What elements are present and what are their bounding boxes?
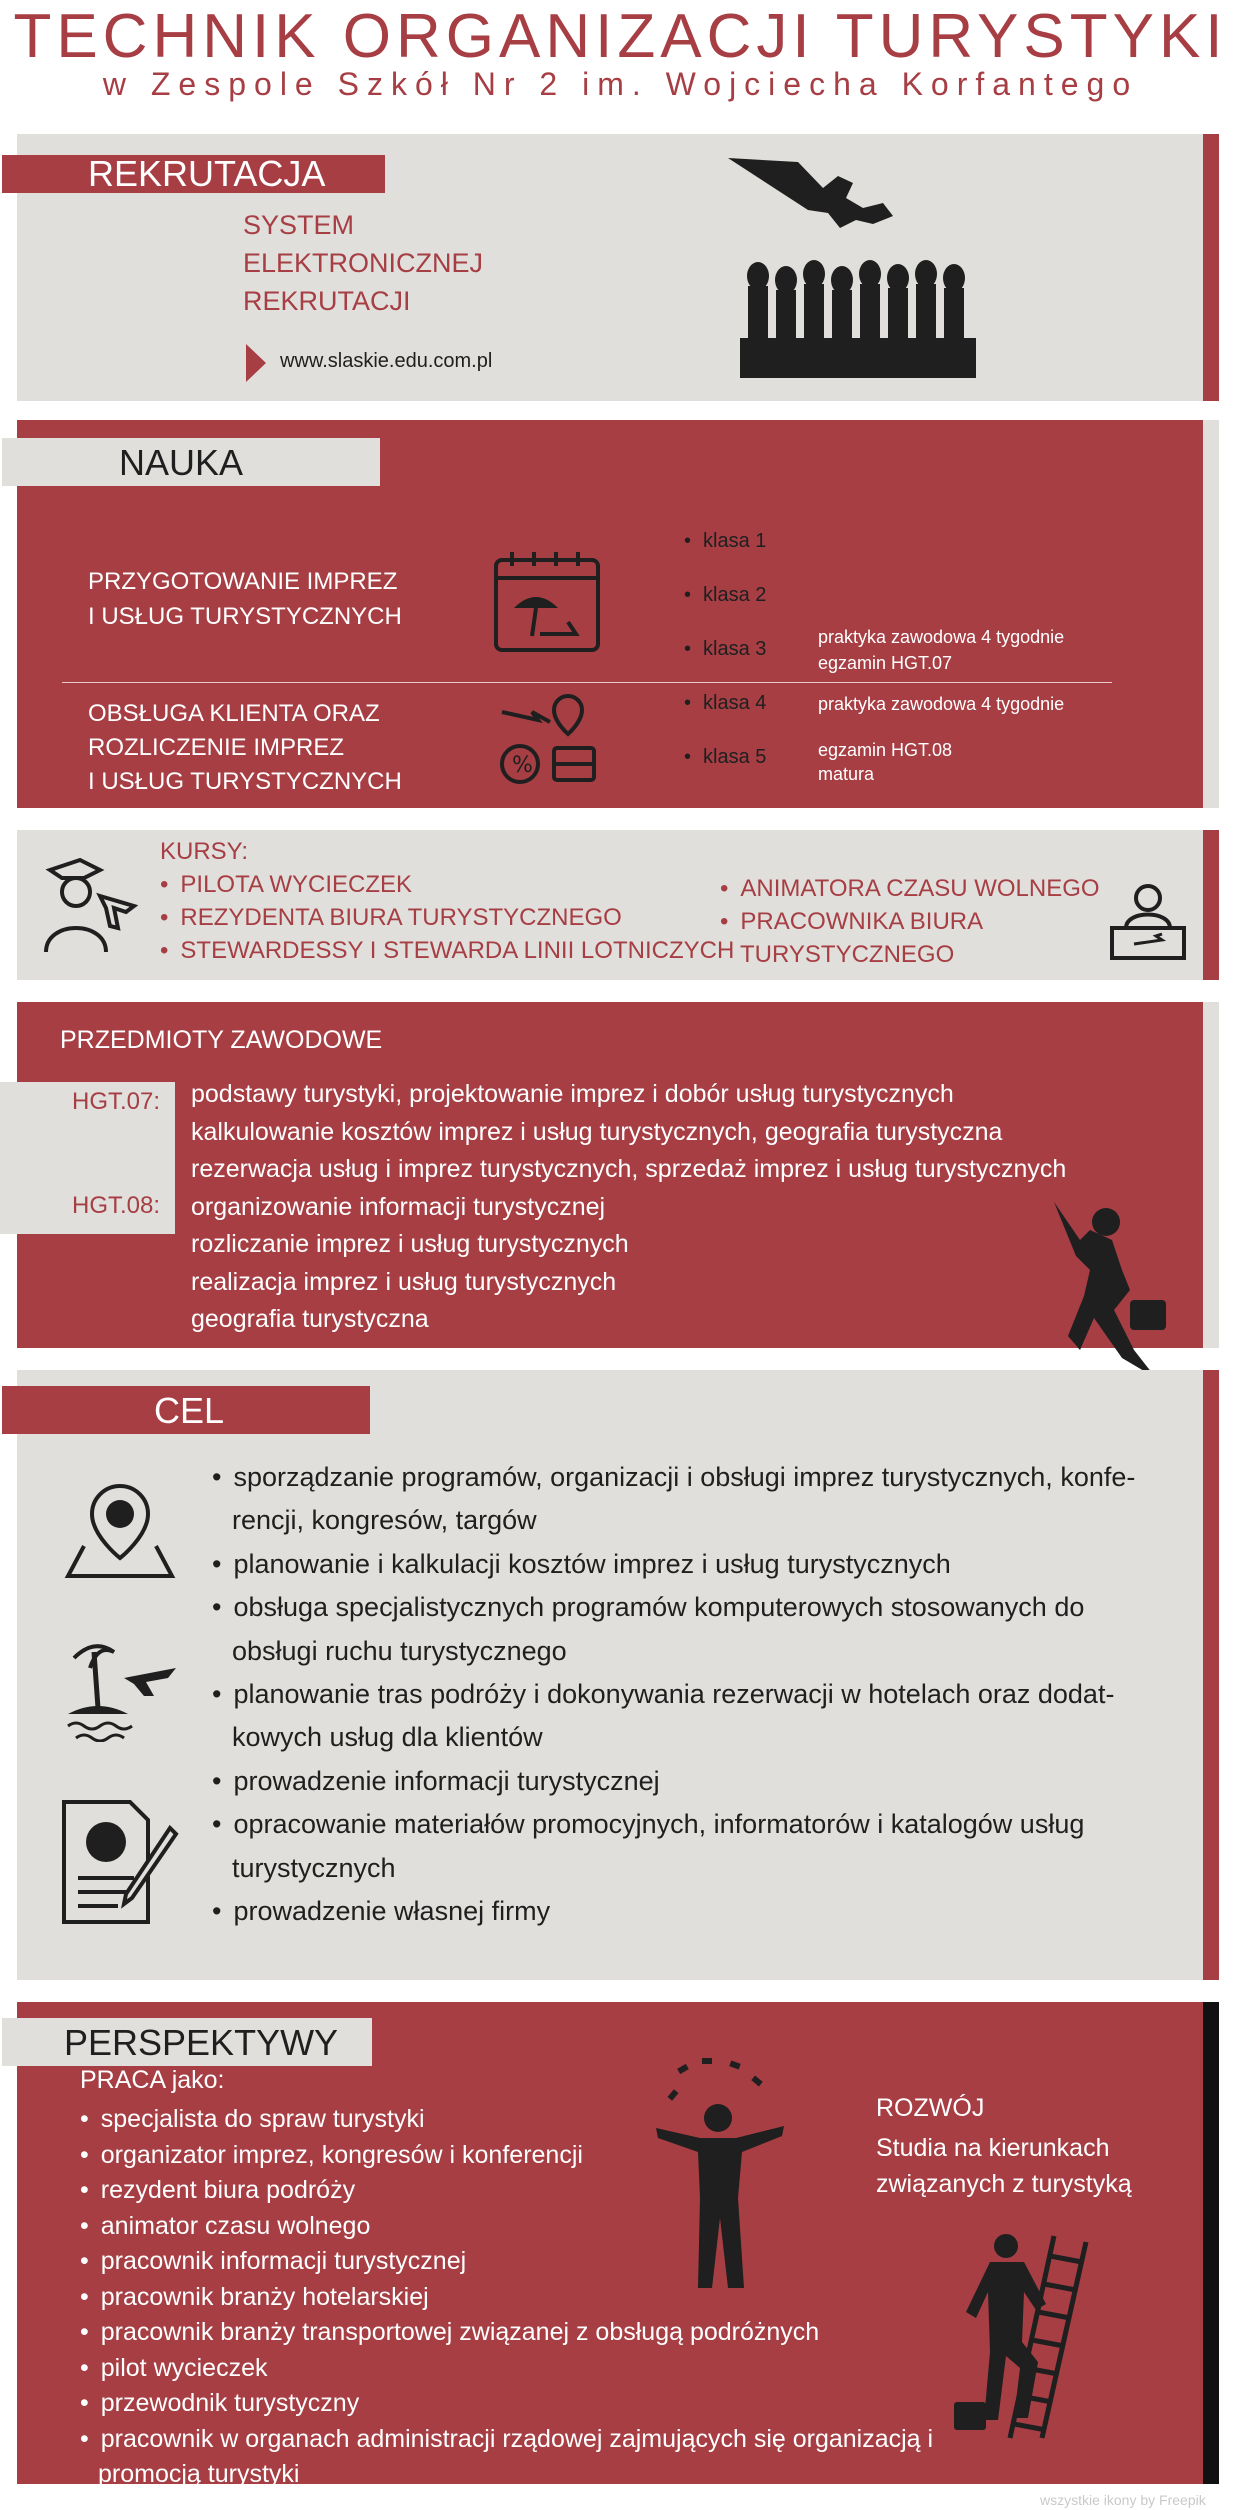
kursy-right-list: • ANIMATORA CZASU WOLNEGO • PRACOWNIKA BIURA TURYSTYCZNEGO [720,872,1100,971]
perspektywy-right-bar [1203,2002,1219,2484]
arrow-right-icon [246,344,266,382]
praca-heading: PRACA jako: [80,2066,225,2094]
rekrutacja-right-bar [1203,134,1219,401]
page-subtitle: w Zespole Szkół Nr 2 im. Wojciecha Korfantego [102,66,1139,102]
calendar-beach-icon [492,550,602,654]
cel-list: • sporządzanie programów, organizacji i obsługi imprez turystycznych, konfe- rencji, kongresów, targów • planowanie i kalkulacji kosztów imprez i usług turystycznych • obsługa specjalistycznych programów komputerowych stosowanych do obsługi ruchu turystycznego • planowanie tras podróży i dokonywania rezerwacji w hotelach oraz dodat- kowych usług dla klientów • prowadzenie informacji turystycznej • opracowanie materiałów promocyjnych, informatorów i katalogów usług turystycznych • prowadzenie własnej firmy [212,1456,1135,1933]
cel-right-bar [1203,1370,1219,1980]
juggling-person-icon [654,2058,788,2290]
nauka-right-bar [1203,420,1219,808]
przedmioty-list: podstawy turystyki, projektowanie imprez i dobór usług turystycznych kalkulowanie kosztów imprez i usług turystycznych, geografia turystyczna rezerwacja usług i imprez turystycznych, sprzedaż imprez i usług turystycznych organizowanie informacji turystycznej rozliczanie imprez i usług turystycznych realizacja imprez i usług turystycznych geografia turystyczna [191,1080,1067,1333]
icons-credit: wszystkie ikony by Freepik [1040,2492,1206,2508]
nauka-divider [62,682,1112,683]
kursy-right-bar [1203,830,1219,980]
perspektywy-heading: PERSPEKTYWY [2,2018,372,2066]
przedmioty-heading: PRZEDMIOTY ZAWODOWE [60,1026,383,1054]
flying-hero-icon [1050,1200,1172,1382]
rozwoj-heading: ROZWÓJ [876,2094,985,2122]
page-title: TECHNIK ORGANIZACJI TURYSTYKI [13,2,1228,71]
island-plane-icon [64,1638,180,1742]
map-pin-beach-icon [64,1484,176,1580]
ladder-climber-icon [954,2232,1094,2442]
crowd-hero-icon [728,158,983,380]
nauka-block1: PRZYGOTOWANIE IMPREZ I USŁUG TURYSTYCZNYCH [88,568,402,630]
hgt07-label: HGT.07: [72,1088,161,1115]
rekrutacja-system-text: SYSTEM ELEKTRONICZNEJ REKRUTACJI [243,210,484,316]
nauka-block2: OBSŁUGA KLIENTA ORAZ ROZLICZENIE IMPREZ I USŁUG TURYSTYCZNYCH [88,700,402,795]
przedmioty-right-bar [1203,1002,1219,1348]
travel-percent-icon [498,692,598,788]
rekrutacja-heading: REKRUTACJA [2,155,385,193]
rozwoj-text: Studia na kierunkach związanych z turystyką [876,2134,1132,2198]
document-signing-icon [58,1798,182,1926]
nauka-notes-k5: egzamin HGT.08 matura [818,740,953,784]
hgt08-label: HGT.08: [72,1192,161,1219]
praca-list: • specjalista do spraw turystyki • organizator imprez, kongresów i konferencji • rezydent biura podróży • animator czasu wolnego • pracownik informacji turystycznej • pracownik branży hotelarskiej • pracownik branży transportowej związanej z obsługą podróżnych • pilot wycieczek • przewodnik turystyczny • pracownik w organach administracji rządowej zajmujących się organizacją i promocją turystyki [80,2102,933,2493]
kursy-heading: KURSY: [160,838,249,865]
recruitment-link[interactable]: www.slaskie.edu.com.pl [280,350,493,372]
nauka-notes: praktyka zawodowa 4 tygodnie egzamin HGT.07 [818,627,1065,673]
kursy-left-list: • PILOTA WYCIECZEK • REZYDENTA BIURA TURYSTYCZNEGO • STEWARDESSY I STEWARDA LINII LOTNICZYCH [160,868,734,967]
nauka-heading: NAUKA [2,438,380,486]
svg-text:%: % [512,753,533,778]
travel-agent-desk-icon [1108,882,1188,962]
pilot-person-icon [40,856,138,956]
cel-heading: CEL [2,1386,370,1434]
nauka-note-k4: praktyka zawodowa 4 tygodnie [818,694,1065,714]
